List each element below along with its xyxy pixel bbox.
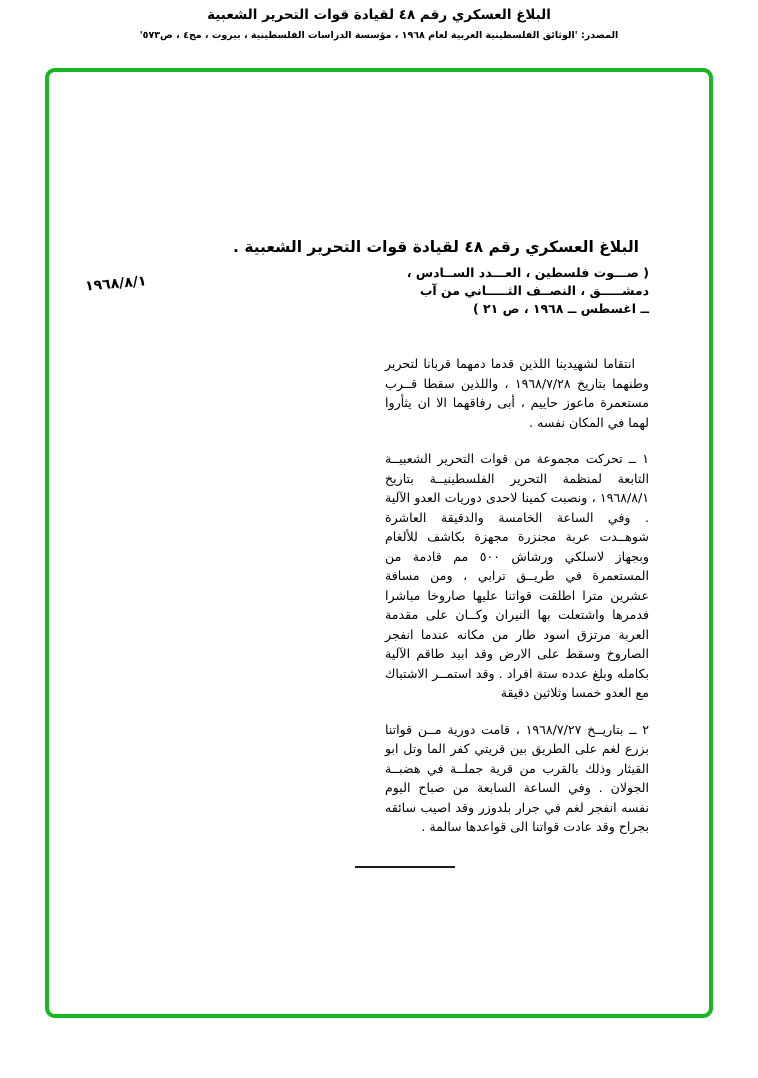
citation-block <box>407 264 649 318</box>
paragraph-item-2: ٢ ــ بتاريــخ ١٩٦٨/٧/٢٧ ، قامت دورية مــن قواتنا بزرع لغم على الطريق بين قريتي كفر الما وتل ابو القيثار وذلك بالقرب من قرية جملــة في هضبــة الجولان . وفي الساعة السابعة من صباح اليوم نفسه انفجر لغم في جرار بلدوزر وقد اصيب سائقه بجراح وقد عادت قواتنا الى قواعدها سالمة . <box>385 721 649 834</box>
end-divider <box>355 866 455 868</box>
header-source-line: المصدر: 'الوثائق الفلسطينية العربية لعام ١٩٦٨ ، مؤسسة الدراسات الفلسطينية ، بيروت ، مج٤ ، ص٥٧٣' <box>139 30 619 41</box>
paragraph-intro: انتقاما لشهيدينا اللذين قدما دمهما قربانا لتحرير وطنهما بتاريخ ١٩٦٨/٧/٢٨ ، واللذين سقطا قــرب مستعمرة ماعوز حاييم ، أبى رفاقهما الا ان يثأروا لهما في المكان نفسه . <box>385 356 649 430</box>
citation-line-3: ــ اغسطس ــ ١٩٦٨ ، ص ٢١ ) <box>472 301 649 316</box>
document-frame <box>45 68 713 1018</box>
header-title: البلاغ العسكري رقم ٤٨ لقيادة قوات التحرير الشعبية <box>207 7 551 23</box>
citation-line-1: ( صـــوت فلسطين ، العـــدد الســادس ، <box>406 265 649 280</box>
document-body <box>385 354 649 854</box>
page-header <box>0 7 758 41</box>
citation-line-2: دمشـــــق ، النصــف الثـــــاني من آب <box>419 283 649 298</box>
document-date: ١٩٦٨/٨/١ <box>84 273 148 295</box>
paragraph-item-1: ١ ــ تحركت مجموعة من قوات التحرير الشعبيــة التابعة لمنظمة التحرير الفلسطينيــة بتاريخ ١٩٦٨/٨/١ ، ونصبت كمينا لاحدى دوريات العدو الآلية . وفي الساعة الخامسة والدقيقة العاشرة شوهــدت عربة مجنزرة مجهزة بكاشف للألغام وبجهاز لاسلكي ورشاش ٥٠٠ مم قادمة من المستعمرة في طريــق ترابي ، ومن مسافة عشرين مترا اطلقت قواتنا عليها صاروخا مباشرا فدمرها واشتعلت بها النيران وكــان على مقدمة العربة مرتزق اسود طار من مكانه عندما انفجر الصاروخ وسقط على الارض وقد ابيد طاقم الآلية بكامله وبلغ عدده ستة افراد . وقد استمــر الاشتباك مع العدو خمسا وثلاثين دقيقة <box>385 451 649 700</box>
document-title: البلاغ العسكري رقم ٤٨ لقيادة قوات التحرير الشعبية . <box>233 238 639 256</box>
